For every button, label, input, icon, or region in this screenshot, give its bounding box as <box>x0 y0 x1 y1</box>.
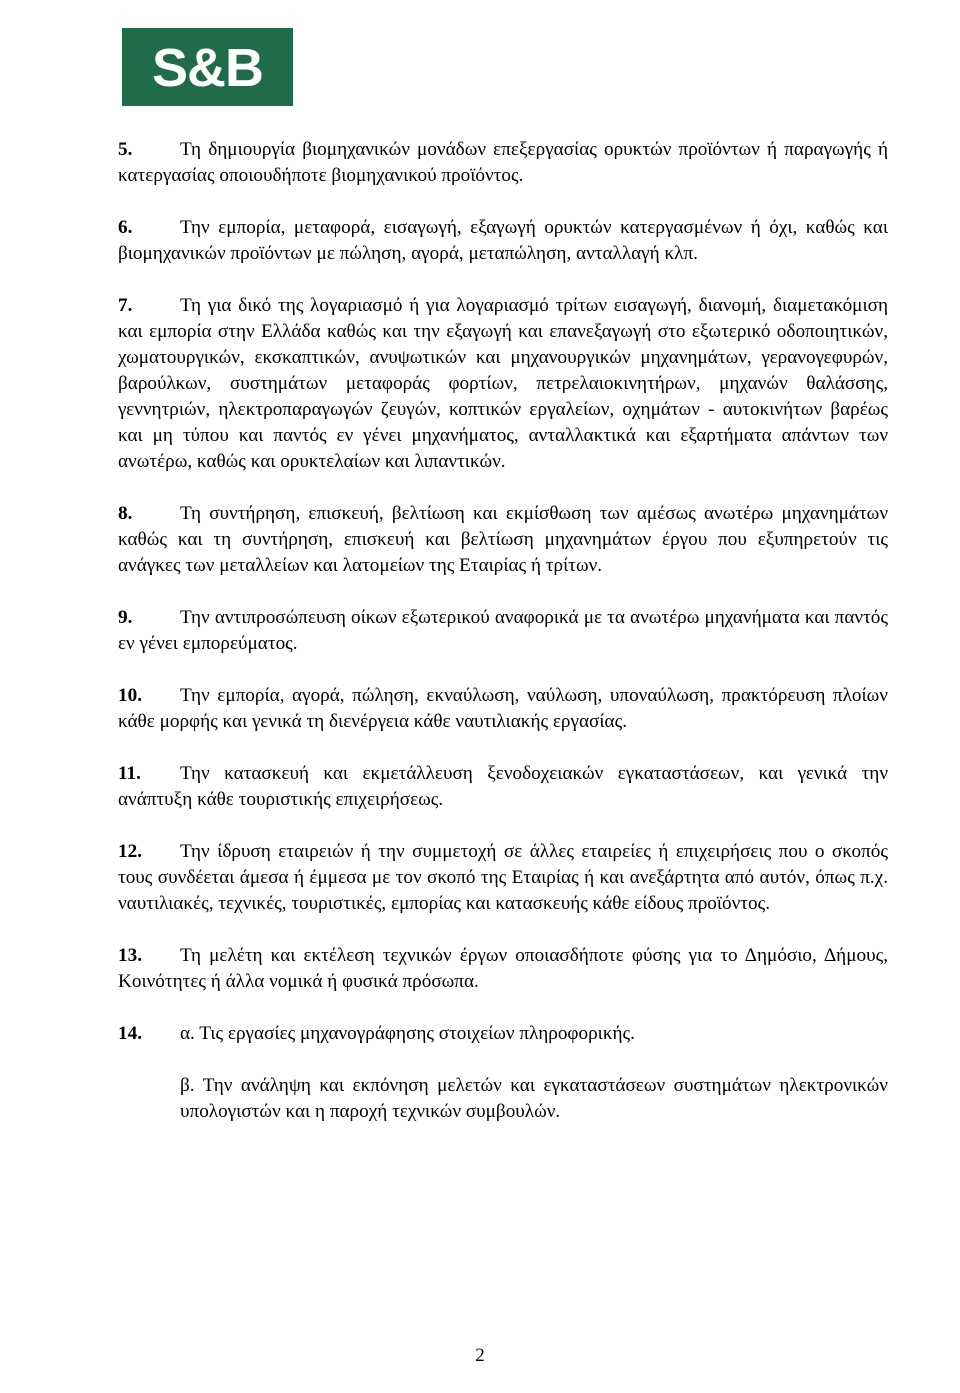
item-number: 7. <box>118 295 133 316</box>
item-text: Την κατασκευή και εκμετάλλευση ξενοδοχειακών εγκαταστάσεων, και γενικά την ανάπτυξη κάθε τουριστικής επιχειρήσεως. <box>118 763 888 810</box>
logo-text: S&B <box>151 38 263 98</box>
list-item <box>118 137 888 189</box>
item-text: Τη μελέτη και εκτέλεση τεχνικών έργων οποιασδήποτε φύσης για το Δημόσιο, Δήμους, Κοινότητες ή άλλα νομικά ή φυσικά πρόσωπα. <box>118 945 888 992</box>
item-number: 10. <box>118 685 142 706</box>
item-subpoint-a: α. Τις εργασίες μηχανογράφησης στοιχείων πληροφορικής. <box>180 1023 635 1044</box>
item-number: 14. <box>118 1023 142 1044</box>
company-logo <box>122 28 293 106</box>
list-item <box>118 605 888 657</box>
item-number: 9. <box>118 607 133 628</box>
list-item <box>118 943 888 995</box>
item-text: Την ίδρυση εταιρειών ή την συμμετοχή σε άλλες εταιρείες ή επιχειρήσεις που ο σκοπός τους συνδέεται άμεσα ή έμμεσα με τον σκοπό της Εταιρίας ή και ανεξάρτητα από αυτόν, όπως π.χ. ναυτιλιακές, τεχνικές, τουριστικές, εμπορίας και κατασκευής κάθε είδους προϊόντος. <box>118 841 888 914</box>
item-number: 11. <box>118 763 141 784</box>
item-number: 5. <box>118 139 133 160</box>
item-number: 6. <box>118 217 133 238</box>
list-item <box>118 215 888 267</box>
list-item <box>118 501 888 579</box>
item-text: Την αντιπροσώπευση οίκων εξωτερικού αναφορικά με τα ανωτέρω μηχανήματα και παντός εν γένει εμπορεύματος. <box>118 607 888 654</box>
item-text: Τη για δικό της λογαριασμό ή για λογαριασμό τρίτων εισαγωγή, διανομή, διαμετακόμιση και εμπορία στην Ελλάδα καθώς και την εξαγωγή και επανεξαγωγή στο εξωτερικό οδοποιητικών, χωματουργικών, εκσκαπτικών, ανυψωτικών και μηχανουργικών μηχανημάτων, γερανογεφυρών, βαρούλκων, συστημάτων μεταφοράς φορτίων, πετρελαιοκινητήρων, μηχανών θαλάσσης, γεννητριών, ηλεκτροπαραγωγών ζευγών, κοπτικών εργαλείων, οχημάτων - αυτοκινήτων βαρέως και μη τύπου και παντός εν γένει μηχανήματος, ανταλλακτικά και εξαρτήματα απάντων των ανωτέρω, καθώς και ορυκτελαίων και λιπαντικών. <box>118 295 888 472</box>
item-number: 13. <box>118 945 142 966</box>
document-body <box>118 137 888 1151</box>
list-item <box>118 293 888 475</box>
list-item <box>118 683 888 735</box>
item-text: Την εμπορία, αγορά, πώληση, εκναύλωση, ναύλωση, υποναύλωση, πρακτόρευση πλοίων κάθε μορφής και γενικά τη διενέργεια κάθε ναυτιλιακής εργασίας. <box>118 685 888 732</box>
item-number: 8. <box>118 503 133 524</box>
page-number: 2 <box>475 1345 485 1366</box>
list-item <box>118 761 888 813</box>
item-subpoint-b: β. Την ανάληψη και εκπόνηση μελετών και εγκαταστάσεων συστημάτων ηλεκτρονικών υπολογιστών και η παροχή τεχνικών συμβουλών. <box>180 1075 888 1122</box>
item-text: Την εμπορία, μεταφορά, εισαγωγή, εξαγωγή ορυκτών κατεργασμένων ή όχι, καθώς και βιομηχανικών προϊόντων με πώληση, αγορά, μεταπώληση, ανταλλαγή κλπ. <box>118 217 888 264</box>
list-item-14 <box>118 1021 888 1125</box>
item-text: Τη δημιουργία βιομηχανικών μονάδων επεξεργασίας ορυκτών προϊόντων ή παραγωγής ή κατεργασίας οποιουδήποτε βιομηχανικού προϊόντος. <box>118 139 888 186</box>
item-number: 12. <box>118 841 142 862</box>
item-text: Τη συντήρηση, επισκευή, βελτίωση και εκμίσθωση των αμέσως ανωτέρω μηχανημάτων καθώς και τη συντήρηση, επισκευή και βελτίωση μηχανημάτων έργου που εξυπηρετούν τις ανάγκες των μεταλλείων και λατομείων της Εταιρίας ή τρίτων. <box>118 503 888 576</box>
list-item <box>118 839 888 917</box>
